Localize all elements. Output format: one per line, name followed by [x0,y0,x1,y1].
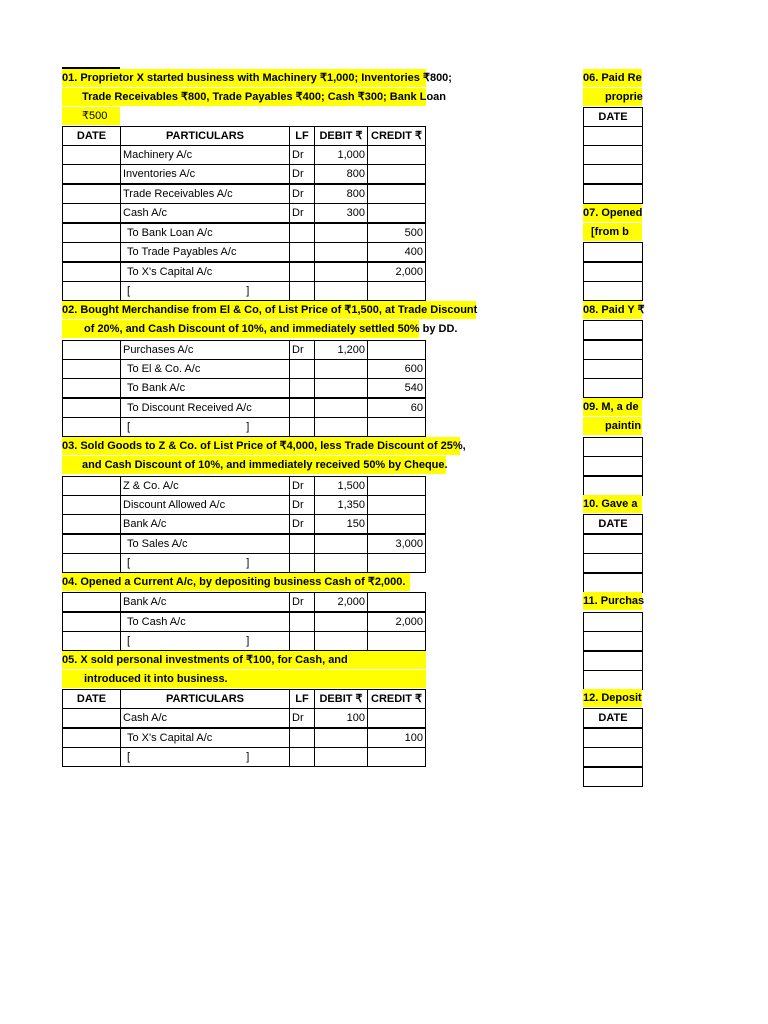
credit-cell: 400 [367,242,426,262]
date-cell [62,281,121,301]
particulars-cell: To Bank Loan A/c [120,223,290,243]
question-08-line1: 08. Paid Y ₹ [583,301,642,319]
credit-cell [367,708,426,728]
particulars-cell: To X's Capital A/c [120,728,290,748]
debit-cell: 1,000 [314,145,368,165]
credit-cell [367,281,426,301]
date-cell [62,592,121,612]
date-cell [583,242,643,262]
credit-cell [367,514,426,534]
date-cell [583,631,643,651]
date-cell [62,553,121,573]
particulars-cell: Z & Co. A/c [120,476,290,496]
question-03-line2: and Cash Discount of 10%, and immediately received 50% by Cheque. [62,456,446,474]
credit-cell [367,417,426,437]
date-cell [583,262,643,282]
date-cell [62,262,121,282]
debit-cell: 800 [314,184,368,204]
date-cell [583,378,643,398]
debit-cell [314,281,368,301]
particulars-cell: Inventories A/c [120,164,290,184]
question-09-line1: 09. M, a de [583,398,642,416]
question-03-line1: 03. Sold Goods to Z & Co. of List Price of ₹4,000, less Trade Discount of 25%, [62,437,460,455]
credit-cell [367,164,426,184]
date-cell [583,359,643,379]
particulars-cell: Cash A/c [120,708,290,728]
narration-cell: [ ] [120,631,290,651]
debit-cell [314,417,368,437]
question-09-line2: paintin [583,417,642,435]
date-cell [583,651,643,671]
date-cell [62,708,121,728]
debit-cell [314,359,368,379]
debit-cell: 800 [314,164,368,184]
credit-cell [367,145,426,165]
question-01-line3: ₹500 [62,107,120,125]
particulars-cell: To Cash A/c [120,612,290,632]
date-cell [62,398,121,418]
date-cell [583,767,643,787]
debit-cell [314,262,368,282]
credit-cell: 540 [367,378,426,398]
particulars-cell: To Discount Received A/c [120,398,290,418]
debit-cell: 300 [314,203,368,223]
lf-cell: Dr [289,184,315,204]
particulars-cell: To Sales A/c [120,534,290,554]
debit-cell [314,728,368,748]
credit-cell: 500 [367,223,426,243]
credit-cell: 60 [367,398,426,418]
credit-cell [367,747,426,767]
lf-cell [289,417,315,437]
date-cell [583,126,643,146]
question-10-line1: 10. Gave a [583,495,642,513]
lf-cell [289,359,315,379]
lf-cell [289,747,315,767]
debit-cell [314,612,368,632]
debit-cell: 100 [314,708,368,728]
particulars-cell: Purchases A/c [120,340,290,360]
debit-cell: 1,200 [314,340,368,360]
col-date-header: DATE [583,107,643,127]
lf-cell: Dr [289,514,315,534]
lf-cell [289,534,315,554]
date-cell [583,534,643,554]
lf-cell [289,728,315,748]
col-debit-header: DEBIT ₹ [314,689,368,709]
col-credit-header: CREDIT ₹ [367,126,426,146]
lf-cell [289,398,315,418]
credit-cell [367,592,426,612]
debit-cell [314,242,368,262]
date-cell [583,573,643,593]
question-07-line2: [from b [583,223,642,241]
date-cell [62,164,121,184]
particulars-cell: To Bank A/c [120,378,290,398]
question-02-line1: 02. Bought Merchandise from El & Co, of List Price of ₹1,500, at Trade Discount [62,301,476,319]
date-cell [583,670,643,690]
question-01-line1: 01. Proprietor X started business with Machinery ₹1,000; Inventories ₹800; [62,69,426,87]
question-07-line1: 07. Opened [583,204,642,222]
date-cell [583,612,643,632]
lf-cell [289,553,315,573]
col-date-header: DATE [583,708,643,728]
credit-cell [367,495,426,515]
col-debit-header: DEBIT ₹ [314,126,368,146]
date-cell [62,747,121,767]
particulars-cell: To Trade Payables A/c [120,242,290,262]
col-particulars-header: PARTICULARS [120,126,290,146]
lf-cell: Dr [289,145,315,165]
debit-cell [314,378,368,398]
credit-cell [367,476,426,496]
lf-cell [289,631,315,651]
col-particulars-header: PARTICULARS [120,689,290,709]
credit-cell: 600 [367,359,426,379]
question-06-line2: proprie [583,88,642,106]
date-cell [583,320,643,340]
debit-cell [314,747,368,767]
date-cell [583,437,643,457]
lf-cell: Dr [289,592,315,612]
question-05-line1: 05. X sold personal investments of ₹100, for Cash, and [62,651,426,669]
col-date-header: DATE [583,514,643,534]
date-cell [62,359,121,379]
date-cell [62,223,121,243]
particulars-cell: Bank A/c [120,592,290,612]
date-cell [62,612,121,632]
lf-cell [289,242,315,262]
date-cell [62,378,121,398]
question-01-line2: Trade Receivables ₹800, Trade Payables ₹400; Cash ₹300; Bank Loan [62,88,426,106]
date-cell [583,281,643,301]
lf-cell: Dr [289,708,315,728]
particulars-cell: Cash A/c [120,203,290,223]
narration-cell: [ ] [120,281,290,301]
question-11-line1: 11. Purchas [583,592,642,610]
date-cell [62,495,121,515]
debit-cell: 1,350 [314,495,368,515]
lf-cell: Dr [289,476,315,496]
date-cell [62,145,121,165]
lf-cell: Dr [289,495,315,515]
particulars-cell: Trade Receivables A/c [120,184,290,204]
credit-cell: 100 [367,728,426,748]
debit-cell: 1,500 [314,476,368,496]
date-cell [62,534,121,554]
lf-cell: Dr [289,164,315,184]
question-06-line1: 06. Paid Re [583,69,642,87]
date-cell [583,340,643,360]
date-cell [583,476,643,496]
lf-cell [289,281,315,301]
credit-cell: 3,000 [367,534,426,554]
date-cell [583,145,643,165]
credit-cell [367,184,426,204]
date-cell [583,164,643,184]
particulars-cell: Bank A/c [120,514,290,534]
question-02-line2: of 20%, and Cash Discount of 10%, and immediately settled 50% by DD. [62,320,419,338]
particulars-cell: To El & Co. A/c [120,359,290,379]
debit-cell: 150 [314,514,368,534]
particulars-cell: To X's Capital A/c [120,262,290,282]
narration-cell: [ ] [120,417,290,437]
question-04-line1: 04. Opened a Current A/c, by depositing business Cash of ₹2,000. [62,573,410,591]
lf-cell [289,262,315,282]
lf-cell: Dr [289,203,315,223]
date-cell [62,242,121,262]
debit-cell [314,398,368,418]
particulars-cell: Discount Allowed A/c [120,495,290,515]
date-cell [583,184,643,204]
col-lf-header: LF [289,126,315,146]
debit-cell [314,223,368,243]
date-cell [62,203,121,223]
date-cell [583,747,643,767]
col-credit-header: CREDIT ₹ [367,689,426,709]
date-cell [583,553,643,573]
date-cell [62,631,121,651]
narration-cell: [ ] [120,553,290,573]
col-lf-header: LF [289,689,315,709]
col-date-header: DATE [62,689,121,709]
question-05-line2: introduced it into business. [62,670,426,688]
credit-cell: 2,000 [367,612,426,632]
date-cell [62,476,121,496]
particulars-cell: Machinery A/c [120,145,290,165]
credit-cell [367,553,426,573]
date-cell [62,728,121,748]
debit-cell [314,534,368,554]
date-cell [62,514,121,534]
lf-cell [289,612,315,632]
lf-cell [289,378,315,398]
lf-cell: Dr [289,340,315,360]
debit-cell [314,553,368,573]
date-cell [62,417,121,437]
debit-cell: 2,000 [314,592,368,612]
credit-cell [367,631,426,651]
credit-cell: 2,000 [367,262,426,282]
date-cell [62,340,121,360]
date-cell [583,728,643,748]
date-cell [583,456,643,476]
debit-cell [314,631,368,651]
narration-cell: [ ] [120,747,290,767]
credit-cell [367,340,426,360]
credit-cell [367,203,426,223]
col-date-header: DATE [62,126,121,146]
lf-cell [289,223,315,243]
date-cell [62,184,121,204]
question-12-line1: 12. Deposit [583,689,642,707]
